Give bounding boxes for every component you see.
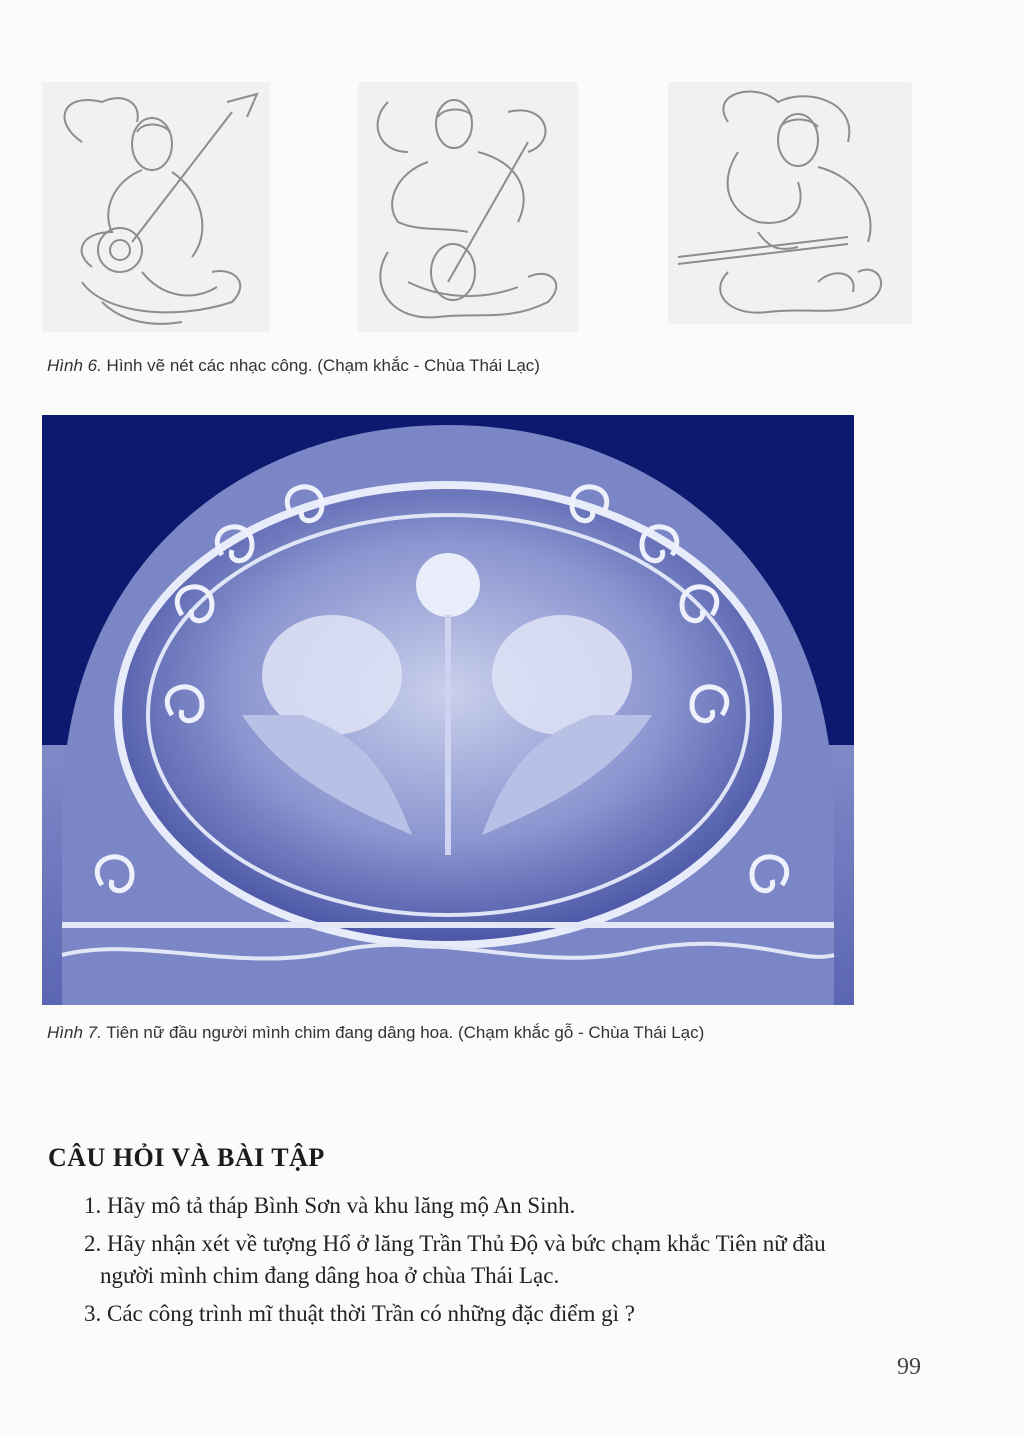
figure-7-label: Hình 7. xyxy=(47,1023,102,1042)
carving-illustration xyxy=(42,415,854,1005)
musician-lute-drawing xyxy=(42,82,270,332)
figure-6-caption xyxy=(47,356,540,376)
musician-sketch-2 xyxy=(358,82,578,332)
figure-7-caption-text: Tiên nữ đầu người mình chim đang dâng hoa. (Chạm khắc gỗ - Chùa Thái Lạc) xyxy=(101,1023,705,1042)
figure-6-caption-text: Hình vẽ nét các nhạc công. (Chạm khắc - Chùa Thái Lạc) xyxy=(101,356,540,375)
musician-pipa-drawing xyxy=(358,82,578,332)
question-1: 1. Hãy mô tả tháp Bình Sơn và khu lăng mộ An Sinh. xyxy=(84,1193,576,1218)
questions-heading: CÂU HỎI VÀ BÀI TẬP xyxy=(48,1143,325,1172)
musician-zither-drawing xyxy=(668,82,912,324)
question-2-line-1: 2. Hãy nhận xét về tượng Hổ ở lăng Trần Thủ Độ và bức chạm khắc Tiên nữ đầu xyxy=(84,1231,826,1256)
figure-6-label: Hình 6. xyxy=(47,356,102,375)
question-2-line-2: người mình chim đang dâng hoa ở chùa Thái Lạc. xyxy=(100,1263,560,1288)
wood-carving-photo xyxy=(42,415,854,1005)
musician-sketch-3 xyxy=(668,82,912,324)
figure-7-caption xyxy=(47,1023,704,1043)
page-number: 99 xyxy=(897,1354,921,1380)
musician-sketch-1 xyxy=(42,82,270,332)
question-3: 3. Các công trình mĩ thuật thời Trần có những đặc điểm gì ? xyxy=(84,1301,635,1326)
